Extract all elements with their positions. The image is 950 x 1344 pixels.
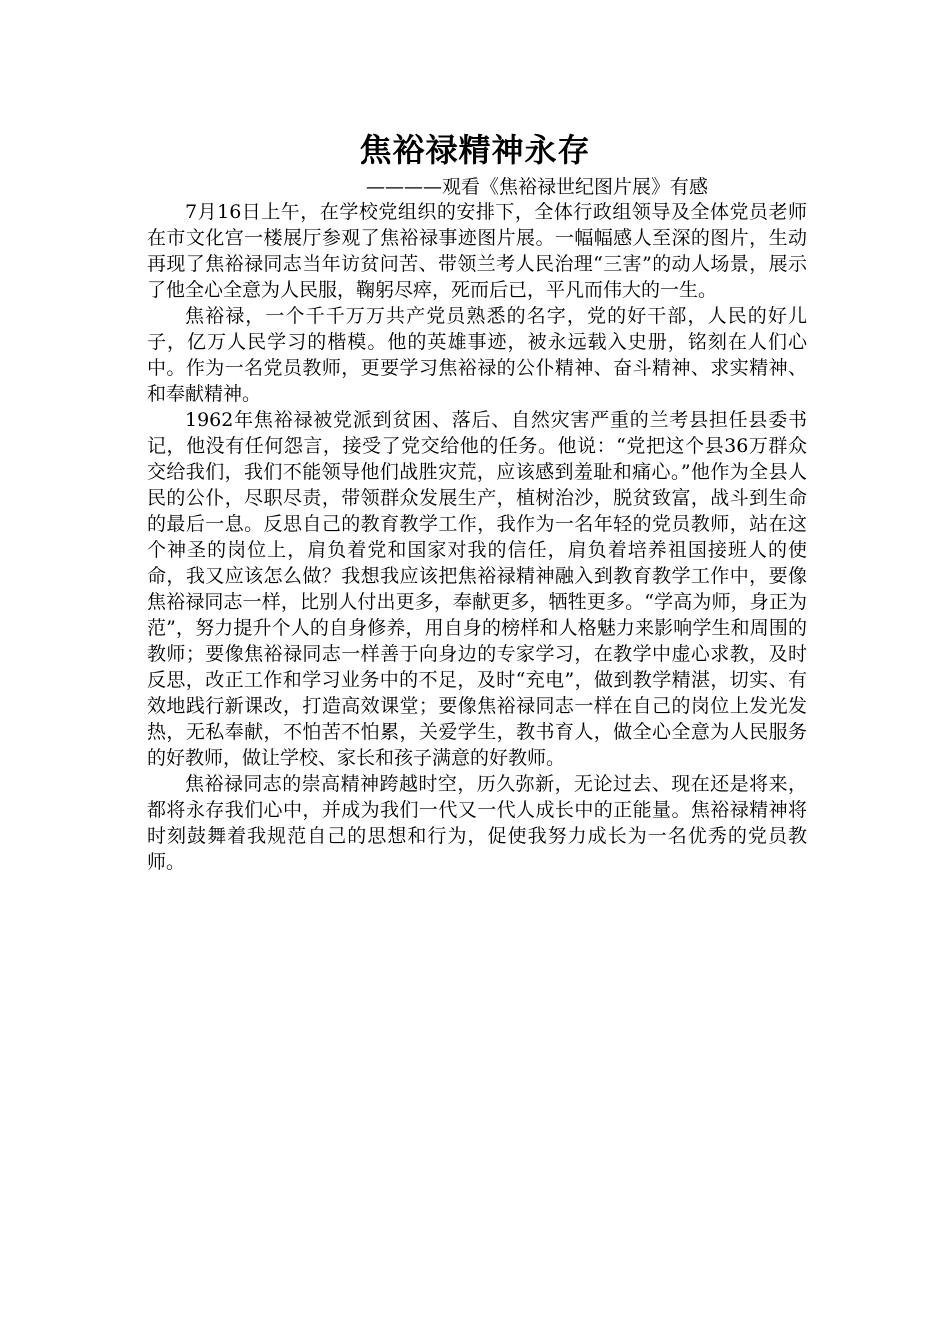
paragraph: 1962年焦裕禄被党派到贫困、落后、自然灾害严重的兰考县担任县委书记，他没有任何怨言，接受了党交给他的任务。他说：“党把这个县36万群众交给我们，我们不能领导他们战胜灾荒，应该感到羞耻和痛心。”他作为全县人民的公仆，尽职尽责，带领群众发展生产，植树治沙，脱贫致富，战斗到生命的最后一息。反思自己的教育教学工作，我作为一名年轻的党员教师，站在这个神圣的岗位上，肩负着党和国家对我的信任，肩负着培养祖国接班人的使命，我又应该怎么做？我想我应该把焦裕禄精神融入到教育教学工作中，要像焦裕禄同志一样，比别人付出更多，奉献更多，牺牲更多。“学高为师，身正为范”，努力提升个人的自身修养，用自身的榜样和人格魅力来影响学生和周围的教师；要像焦裕禄同志一样善于向身边的专家学习，在教学中虚心求教，及时反思，改正工作和学习业务中的不足，及时“充电”，做到教学精湛，切实、有效地践行新课改，打造高效课堂；要像焦裕禄同志一样在自己的岗位上发光发热，无私奉献，不怕苦不怕累，关爱学生，教书育人，做全心全意为人民服务的好教师，做让学校、家长和孩子满意的好教师。 (147, 409, 807, 769)
paragraph: 焦裕禄，一个千千万万共产党员熟悉的名字，党的好干部，人民的好儿子，亿万人民学习的楷模。他的英雄事迹，被永远载入史册，铭刻在人们心中。作为一名党员教师，更要学习焦裕禄的公仆精神、奋斗精神、求实精神、和奉献精神。 (147, 305, 807, 405)
document-title: 焦裕禄精神永存 (359, 131, 591, 169)
paragraph: 焦裕禄同志的崇高精神跨越时空，历久弥新，无论过去、现在还是将来，都将永存我们心中，并成为我们一代又一代人成长中的正能量。焦裕禄精神将时刻鼓舞着我规范自己的思想和行为，促使我努力成长为一名优秀的党员教师。 (147, 773, 807, 873)
paragraph: 7月16日上午，在学校党组织的安排下，全体行政组领导及全体党员老师在市文化宫一楼展厅参观了焦裕禄事迹图片展。一幅幅感人至深的图片，生动再现了焦裕禄同志当年访贫问苦、带领兰考人民治理“三害”的动人场景，展示了他全心全意为人民服，鞠躬尽瘁，死而后已，平凡而伟大的一生。 (147, 201, 807, 301)
document-body (147, 199, 807, 875)
document-subtitle: ————观看《焦裕禄世纪图片展》有感 (366, 176, 709, 198)
